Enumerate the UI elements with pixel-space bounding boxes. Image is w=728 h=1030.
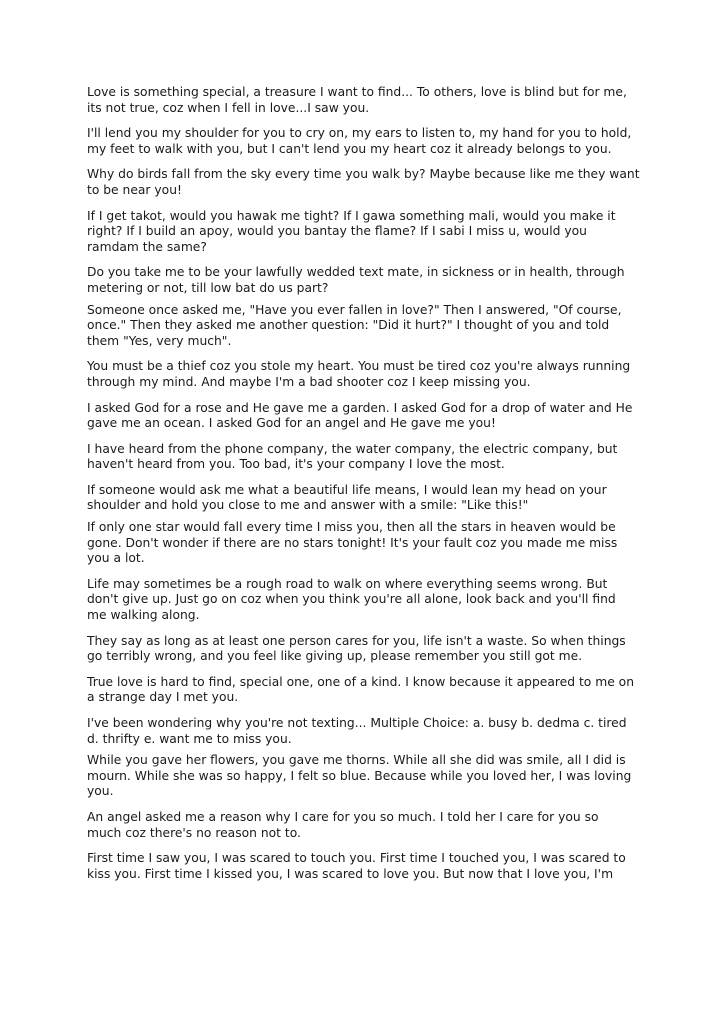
- paragraph: I asked God for a rose and He gave me a garden. I asked God for a drop of water and He gave me an ocean. I asked God for an angel and He gave me you!: [87, 400, 633, 431]
- paragraph: You must be a thief coz you stole my heart. You must be tired coz you're always running through my mind. And maybe I'm a bad shooter coz I keep missing you.: [87, 359, 631, 389]
- paragraph: While you gave her flowers, you gave me thorns. While all she did was smile, all I did is mourn. While she was so happy, I felt so blue. Because while you loved her, I was loving you.: [87, 753, 632, 799]
- paragraph: If someone would ask me what a beautiful life means, I would lean my head on your shoulder and hold you close to me and answer with a smile: "Like this!": [87, 482, 607, 513]
- paragraph: Life may sometimes be a rough road to walk on where everything seems wrong. But don't give up. Just go on coz when you think you're all alone, look back and you'll find me walking along.: [87, 576, 616, 623]
- paragraph: They say as long as at least one person cares for you, life isn't a waste. So when things go terribly wrong, and you feel like giving up, please remember you still got me.: [87, 633, 626, 664]
- paragraph: I have heard from the phone company, the water company, the electric company, but haven't heard from you. Too bad, it's your company I love the most.: [87, 441, 618, 472]
- paragraph: If I get takot, would you hawak me tight? If I gawa something mali, would you make it right? If I build an apoy, would you bantay the flame? If I sabi I miss u, would you ramdam the same?: [87, 208, 616, 254]
- paragraph: Why do birds fall from the sky every time you walk by? Maybe because like me they want to be near you!: [87, 167, 640, 197]
- paragraph: Love is something special, a treasure I want to find... To others, love is blind but for me, its not true, coz when I fell in love...I saw you.: [87, 85, 627, 115]
- paragraph: True love is hard to find, special one, one of a kind. I know because it appeared to me on a strange day I met you.: [87, 674, 634, 705]
- paragraph: Someone once asked me, "Have you ever fallen in love?" Then I answered, "Of course, once." Then they asked me another question: "Did it hurt?" I thought of you and told them "Yes, very much".: [87, 302, 622, 348]
- paragraph: I'll lend you my shoulder for you to cry on, my ears to listen to, my hand for you to hold, my feet to walk with you, but I can't lend you my heart coz it already belongs to you.: [87, 126, 632, 156]
- paragraph: An angel asked me a reason why I care for you so much. I told her I care for you so much coz there's no reason not to.: [87, 809, 599, 840]
- paragraph: I've been wondering why you're not texting... Multiple Choice: a. busy b. dedma c. tired d. thrifty e. want me to miss you.: [87, 716, 627, 746]
- paragraph: If only one star would fall every time I miss you, then all the stars in heaven would be gone. Don't wonder if there are no stars tonight! It's your fault coz you made me miss you a lot.: [87, 520, 618, 566]
- paragraph: Do you take me to be your lawfully wedded text mate, in sickness or in health, through metering or not, till low bat do us part?: [87, 265, 625, 295]
- paragraph: First time I saw you, I was scared to touch you. First time I touched you, I was scared to kiss you. First time I kissed you, I was scared to love you. But now that I love you, I'm: [87, 851, 626, 881]
- document-page: [87, 85, 647, 882]
